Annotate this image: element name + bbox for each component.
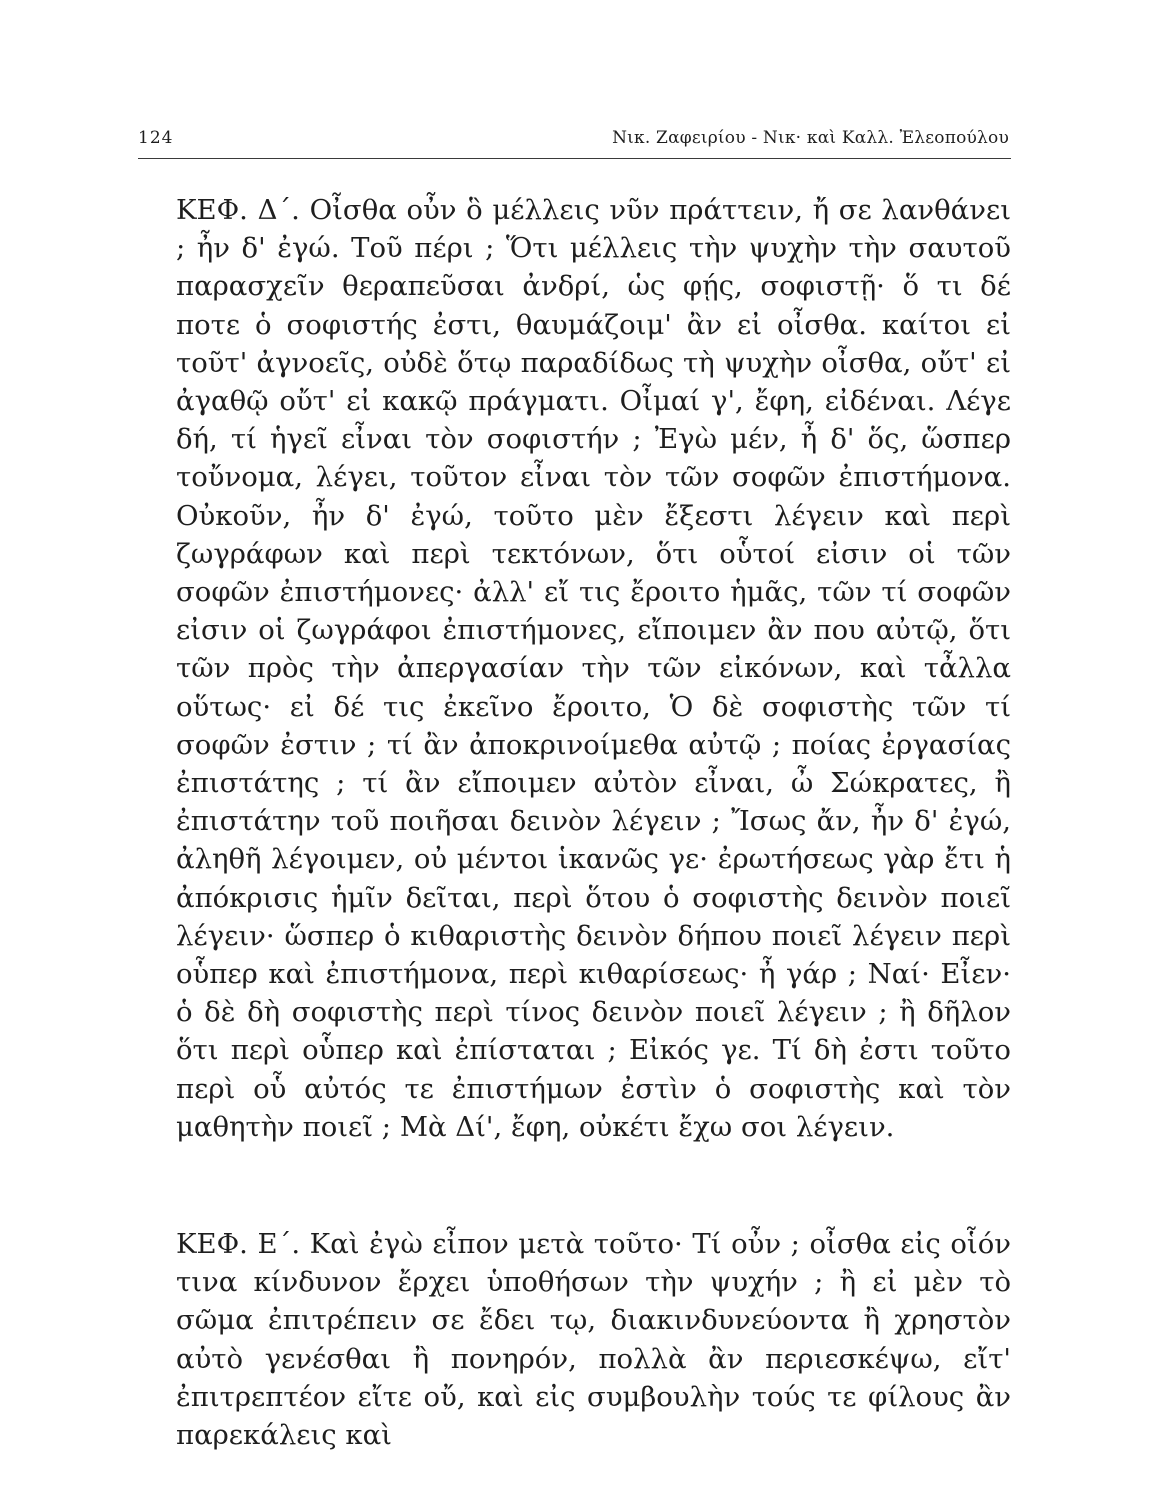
chapter-label: ΚΕΦ. Δ΄. xyxy=(176,194,300,226)
paragraph xyxy=(176,1225,1011,1454)
chapter-label: ΚΕΦ. Ε΄. xyxy=(176,1228,301,1260)
paragraph-text: Οἶσθα οὖν ὃ μέλλεις νῦν πράττειν, ἤ σε λανθάνει ; ἦν δ' ἐγώ. Τοῦ πέρι ; Ὅτι μέλλεις τὴν ψυχὴν τὴν σαυτοῦ παρασχεῖν θεραπεῦσαι ἀνδρί, ὡς φῄς, σοφιστῇ· ὅ τι δέ ποτε ὁ σοφιστής ἐστι, θαυμάζοιμ' ἂν εἰ οἶσθα. καίτοι εἰ τοῦτ' ἀγνοεῖς, οὐδὲ ὅτῳ παραδίδως τὴ ψυχὴν οἶσθα, οὔτ' εἰ ἀγαθῷ οὔτ' εἰ κακῷ πράγματι. Οἶμαί γ', ἔφη, εἰδέναι. Λέγε δή, τί ἡγεῖ εἶναι τὸν σοφιστήν ; Ἐγὼ μέν, ἦ δ' ὅς, ὥσπερ τοὔνομα, λέγει, τοῦτον εἶναι τὸν τῶν σοφῶν ἐπιστήμονα. Οὐκοῦν, ἦν δ' ἐγώ, τοῦτο μὲν ἔξεστι λέγειν καὶ περὶ ζωγράφων καὶ περὶ τεκτόνων, ὅτι οὗτοί εἰσιν οἱ τῶν σοφῶν ἐπιστήμονες· ἀλλ' εἴ τις ἔροιτο ἡμᾶς, τῶν τί σοφῶν εἰσιν οἱ ζωγράφοι ἐπιστήμονες, εἴποιμεν ἂν που αὐτῷ, ὅτι τῶν πρὸς τὴν ἀπεργασίαν τὴν τῶν εἰκόνων, καὶ τἆλλα οὕτως· εἰ δέ τις ἐκεῖνο ἔροιτο, Ὁ δὲ σοφιστὴς τῶν τί σοφῶν ἐστιν ; τί ἂν ἀποκρινοίμεθα αὐτῷ ; ποίας ἐργασίας ἐπιστάτης ; τί ἂν εἴποιμεν αὐτὸν εἶναι, ὦ Σώκρατες, ἢ ἐπιστάτην τοῦ ποιῆσαι δεινὸν λέγειν ; Ἴσως ἄν, ἦν δ' ἐγώ, ἀληθῆ λέγοιμεν, οὐ μέντοι ἱκανῶς γε· ἐρωτήσεως γὰρ ἔτι ἡ ἀπόκρισις ἡμῖν δεῖται, περὶ ὅτου ὁ σοφιστὴς δεινὸν ποιεῖ λέγειν· ὥσπερ ὁ κιθαριστὴς δεινὸν δήπου ποιεῖ λέγειν περὶ οὗπερ καὶ ἐπιστήμονα, περὶ κιθαρίσεως· ἦ γάρ ; Ναί· Εἶεν· ὁ δὲ δὴ σοφιστὴς περὶ τίνος δεινὸν ποιεῖ λέγειν ; ἢ δῆλον ὅτι περὶ οὗπερ καὶ ἐπίσταται ; Εἰκός γε. Τί δὴ ἐστι τοῦτο περὶ οὗ αὐτός τε ἐπιστήμων ἐστὶν ὁ σοφιστὴς καὶ τὸν μαθητὴν ποιεῖ ; Μὰ Δί', ἔφη, οὐκέτι ἔχω σοι λέγειν. xyxy=(176,194,1011,1143)
chapter-section xyxy=(176,1225,1011,1454)
paragraph-text: Καὶ ἐγὼ εἶπον μετὰ τοῦτο· Τί οὖν ; οἶσθα εἰς οἷόν τινα κίνδυνον ἔρχει ὑποθήσων τὴν ψυχήν ; ἢ εἰ μὲν τὸ σῶμα ἐπιτρέπειν σε ἔδει τῳ, διακινδυνεύοντα ἢ χρηστὸν αὐτὸ γενέσθαι ἢ πονηρόν, πολλὰ ἂν περιεσκέψω, εἴτ' ἐπιτρεπτέον εἴτε οὔ, καὶ εἰς συμβουλὴν τούς τε φίλους ἂν παρεκάλεις καὶ xyxy=(176,1228,1011,1452)
chapter-section xyxy=(176,191,1011,1146)
paragraph xyxy=(176,191,1011,1146)
running-head: Νικ. Ζαφειρίου - Νικ· καὶ Καλλ. Ἐλεοπούλου xyxy=(612,128,1009,148)
page-header xyxy=(138,122,1011,159)
page-number: 124 xyxy=(138,128,174,148)
